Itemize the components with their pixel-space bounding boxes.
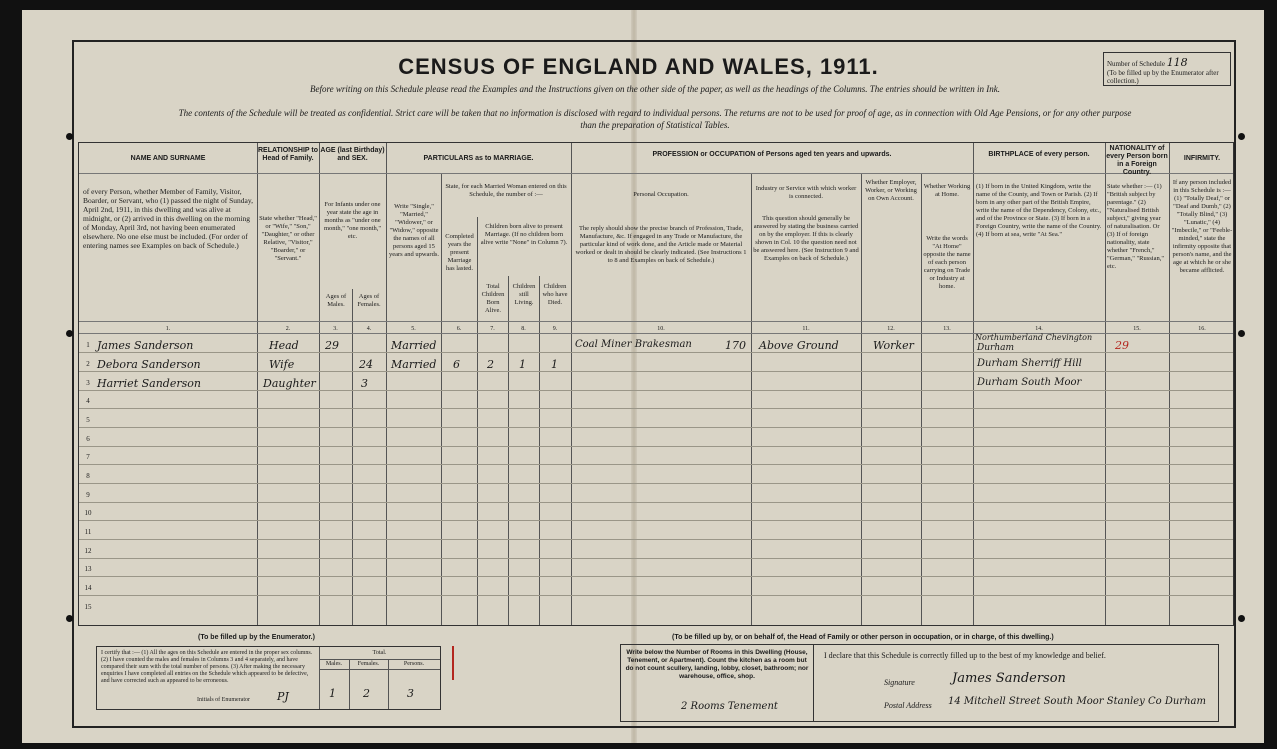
col-nationality-header: NATIONALITY of every Person born in a Foreign Country. (1106, 145, 1168, 176)
row-number: 1 (86, 341, 90, 349)
years-married-label: Completed years the present Marriage has lasted. (445, 233, 474, 272)
row-number: 2 (86, 360, 90, 368)
row-number: 3 (86, 379, 90, 387)
row1-name: James Sanderson (97, 339, 194, 352)
schedule-number: 118 (1166, 56, 1188, 69)
row1-relationship: Head (269, 339, 299, 352)
col-name-header: NAME AND SURNAME (130, 155, 206, 162)
personal-occupation-description: The reply should show the precise branch of Profession, Trade, Manufacture, &c. If engaged in any Trade or Manufacture, the particular kind of work done, and the Article made or Material worked or dealt in should be clearly indicated. (See Instructions 1 to 8 and Examples on back of Schedule.) (575, 225, 747, 264)
col-number: 7. (490, 326, 495, 332)
red-check-mark (452, 646, 454, 680)
row1-birthplace-county: Durham (977, 343, 1015, 353)
age-infants-description: For Infants under one year state the age in months as "under one month," "one month," etc. (323, 201, 382, 240)
schedule-label: Number of Schedule (1107, 60, 1165, 68)
row1-birthplace-code: 29 (1115, 339, 1129, 352)
col-number: 1. (165, 326, 171, 332)
punch-hole (66, 615, 73, 622)
married-woman-description: State, for each Married Woman entered on this Schedule, the number of :— (445, 183, 567, 198)
row-number: 10 (84, 509, 92, 517)
col-number: 3. (333, 326, 338, 332)
col-birthplace-header: BIRTHPLACE of every person. (988, 151, 1090, 158)
address-label: Postal Address (884, 701, 932, 710)
industry-label: Industry or Service with which worker is connected. (755, 185, 857, 200)
persons-label: Persons. (403, 661, 425, 667)
household-heading: (To be filled up by, or on behalf of, the Head of Family or other person in occupation, or in charge, of this dwelling.) (672, 634, 1054, 641)
at-home-label: Whether Working at Home. (923, 183, 971, 198)
col-number: 13. (943, 326, 951, 332)
total-born-label: Total Children Born Alive. (481, 283, 505, 314)
relationship-description: State whether "Head," or "Wife," "Son," "Daughter," or other Relative, "Visitor," "Boarder," or "Servant." (259, 215, 317, 262)
row2-age-female: 24 (359, 358, 373, 371)
declaration-text: I declare that this Schedule is correctly filled up to the best of my knowledge and belief. (824, 651, 1106, 660)
enumerator-heading: (To be filled up by the Enumerator.) (198, 634, 315, 641)
col-number: 10. (657, 326, 665, 332)
employer-label: Whether Employer, Worker, or Working on Own Account. (865, 179, 917, 202)
total-females: 2 (363, 687, 370, 700)
schedule-note: (To be filled up by the Enumerator after collection.) (1107, 69, 1219, 85)
birthplace-description: (1) If born in the United Kingdom, write the name of the County, and Town or Parish. (2) If born in any other part of the British Empire, write the name of the Dependency, Colony, etc., and of the Province or State. (3) If born in a Foreign Country, write the name of the Country. (4) If born at sea, write "At Sea." (976, 183, 1102, 238)
total-males: 1 (329, 687, 336, 700)
row2-marital: Married (391, 358, 437, 371)
confidential-text-2: than the preparation of Statistical Tables. (580, 120, 730, 130)
marital-description: Write "Single," "Married," "Widower," or "Widow," opposite the names of all persons aged 15 years and upwards. (389, 203, 439, 258)
still-living-label: Children still Living. (512, 283, 536, 306)
row-number: 4 (86, 397, 90, 405)
row-number: 15 (84, 603, 92, 611)
males-label: Males. (325, 661, 343, 667)
name-description: of every Person, whether Member of Family, Visitor, Boarder, or Servant, who (1) passed the night of Sunday, April 2nd, 1911, in this dwelling and was alive at midnight, or (2) arrived in this dwelling on the morning of Monday, April 3rd, not having been enumerated elsewhere. No one else must be included. (For order of entering names see Examples on back of Schedule.) (83, 187, 254, 250)
initials-label: Initials of Enumerator (197, 697, 250, 703)
household-table (78, 142, 1234, 626)
row2-years-married: 6 (453, 358, 460, 371)
row2-total-born: 2 (487, 358, 494, 371)
total-label: Total. (372, 650, 387, 656)
industry-description: This question should generally be answered by stating the business carried on by the employer. If this is clearly shown in Col. 10 the question need not be answered here. (See Instruction 9 and Examples on back of Schedule.) (753, 215, 859, 262)
col-marriage-header: PARTICULARS as to MARRIAGE. (423, 155, 534, 162)
row2-name: Debora Sanderson (97, 358, 201, 371)
col-number: 11. (802, 326, 810, 332)
ages-females-label: Ages of Females. (357, 293, 381, 308)
postal-address: 14 Mitchell Street South Moor Stanley Co Durham (948, 696, 1206, 707)
row1-marital: Married (391, 339, 437, 352)
confidential-text: The contents of the Schedule will be treated as confidential. Strict care will be taken that no information is disclosed with regard to individual persons. The returns are not to be used for proof of age, as in connection with Old Age Pensions, or for any other purpose (178, 108, 1132, 118)
col-number: 2. (285, 326, 291, 332)
row1-occupation-code: 170 (725, 339, 746, 352)
row-number: 11 (84, 528, 92, 536)
row-number: 5 (86, 416, 90, 424)
intro-text: Before writing on this Schedule please read the Examples and the Instructions given on the other side of the paper, as well as the headings of the Columns. The entries should be written in Ink. (310, 84, 1000, 94)
row1-employer: Worker (873, 339, 914, 352)
row-number: 13 (84, 565, 92, 573)
punch-hole (1238, 330, 1245, 337)
col-number: 8. (521, 326, 526, 332)
children-alive-label: Children born alive to present Marriage. (If no children born alive write "None" in Column 7). (480, 223, 568, 246)
personal-occupation-label: Personal Occupation. (633, 191, 689, 198)
total-persons: 3 (407, 687, 414, 700)
row2-relationship: Wife (269, 358, 295, 371)
col-infirmity-header: INFIRMITY. (1183, 155, 1221, 162)
nationality-description: State whether :— (1) "British subject by parentage." (2) "Naturalised British subject," giving year of naturalisation. Or (3) If of foreign nationality, state whether "French," "German," "Russian," etc. (1107, 183, 1165, 270)
row-number: 9 (86, 491, 90, 499)
page-title: CENSUS OF ENGLAND AND WALES, 1911. (398, 54, 879, 79)
col-relationship-header: RELATIONSHIP to Head of Family. (257, 147, 319, 162)
col-number: 12. (887, 326, 895, 332)
row1-birthplace: Northumberland Chevington (975, 333, 1093, 342)
enumerator-box (96, 646, 441, 710)
enumerator-initials: PJ (277, 690, 289, 703)
rooms-instructions: Write below the Number of Rooms in this Dwelling (House, Tenement, or Apartment). Count the kitchen as a room but do not count scullery, landing, lobby, closet, bathroom; nor warehouse, office, shop. (625, 649, 809, 680)
schedule-number-box (1103, 52, 1231, 86)
col-occupation-header: PROFESSION or OCCUPATION of Persons aged ten years and upwards. (652, 151, 892, 158)
punch-hole (1238, 615, 1245, 622)
row2-still-living: 1 (519, 358, 526, 371)
row-number: 6 (86, 435, 90, 443)
infirmity-description: If any person included in this Schedule is :— (1) "Totally Deaf," or "Deaf and Dumb," (2) "Totally Blind," (3) "Lunatic," (4) "Imbecile," or "Feeble-minded," state the infirmity opposite that person's name, and the age at which he or she became afflicted. (1171, 179, 1233, 274)
row1-occupation: Coal Miner Brakesman (575, 339, 692, 350)
row-number: 14 (84, 584, 92, 592)
col-number: 14. (1035, 326, 1043, 332)
enumerator-certification: I certify that :— (1) All the ages on this Schedule are entered in the proper sex columns. (2) I have counted the males and females in Columns 3 and 4 separately, and have compared their sum with the total number of persons. (3) After making the necessary enquiries I have completed all entries on the Schedule which appeared to be defective, and have corrected such as appeared to be erroneous. (101, 650, 313, 684)
punch-hole (66, 133, 73, 140)
row-number: 8 (86, 472, 90, 480)
signature-label: Signature (884, 678, 915, 687)
col-number: 9. (552, 326, 558, 332)
col-number: 4. (366, 326, 372, 332)
col-age-header: AGE (last Birthday) and SEX. (320, 147, 385, 162)
ages-males-label: Ages of Males. (325, 293, 347, 308)
died-label: Children who have Died. (542, 283, 568, 306)
row-number: 7 (86, 453, 90, 461)
row3-birthplace: Durham South Moor (977, 377, 1082, 388)
row3-age-female: 3 (361, 377, 368, 390)
row-number: 12 (84, 547, 92, 555)
signature: James Sanderson (952, 671, 1066, 686)
row2-birthplace: Durham Sherriff Hill (977, 358, 1082, 369)
row1-age-male: 29 (325, 339, 339, 352)
females-label: Females. (357, 661, 380, 667)
col-number: 6. (456, 326, 462, 332)
row3-name: Harriet Sanderson (97, 377, 201, 390)
rooms-value: 2 Rooms Tenement (681, 701, 778, 712)
at-home-description: Write the words "At Home" opposite the name of each person carrying on Trade or Industry at home. (923, 235, 971, 290)
punch-hole (66, 330, 73, 337)
row1-industry: Above Ground (759, 339, 839, 352)
col-number: 5. (411, 326, 416, 332)
col-number: 15. (1133, 326, 1141, 332)
col-number: 16. (1198, 326, 1206, 332)
punch-hole (1238, 133, 1245, 140)
rooms-box (620, 644, 814, 722)
declaration-box (812, 644, 1219, 722)
row2-died: 1 (551, 358, 558, 371)
row3-relationship: Daughter (263, 377, 316, 390)
